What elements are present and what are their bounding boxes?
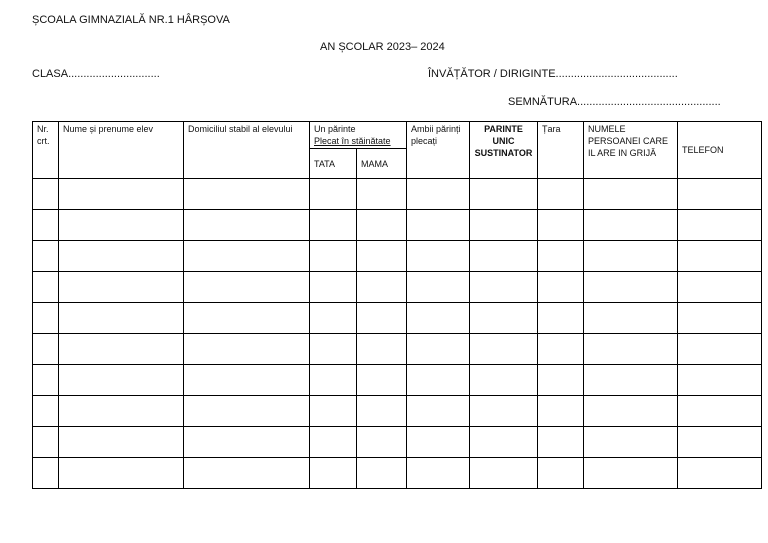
signature-field: SEMNĂTURA............................................... (508, 96, 721, 108)
table-row (33, 241, 762, 272)
students-table (32, 121, 762, 489)
header-un-parinte-label: Un părinte (314, 124, 356, 134)
table-cell[interactable] (678, 334, 762, 365)
table-cell[interactable] (59, 179, 184, 210)
table-cell[interactable] (357, 396, 407, 427)
table-cell[interactable] (470, 458, 538, 489)
table-cell[interactable] (184, 334, 310, 365)
table-cell[interactable] (310, 396, 357, 427)
table-cell[interactable] (538, 210, 584, 241)
table-cell[interactable] (584, 210, 678, 241)
table-cell[interactable] (584, 334, 678, 365)
table-cell[interactable] (357, 334, 407, 365)
table-cell[interactable] (538, 427, 584, 458)
header-plecat-strainatate: Plecat în stăinătate (314, 136, 391, 146)
table-cell[interactable] (678, 303, 762, 334)
table-cell[interactable] (184, 365, 310, 396)
table-cell[interactable] (310, 458, 357, 489)
table-cell[interactable] (470, 210, 538, 241)
table-cell[interactable] (407, 427, 470, 458)
table-cell[interactable] (357, 427, 407, 458)
table-cell[interactable] (33, 210, 59, 241)
table-cell[interactable] (407, 241, 470, 272)
table-cell[interactable] (584, 396, 678, 427)
table-cell[interactable] (59, 210, 184, 241)
table-cell[interactable] (184, 427, 310, 458)
header-domiciliu: Domiciliul stabil al elevului (184, 122, 310, 179)
table-cell[interactable] (33, 272, 59, 303)
table-cell[interactable] (59, 365, 184, 396)
table-cell[interactable] (678, 458, 762, 489)
school-name: ȘCOALA GIMNAZIALĂ NR.1 HÂRȘOVA (32, 14, 230, 26)
table-cell[interactable] (184, 272, 310, 303)
table-cell[interactable] (33, 179, 59, 210)
table-cell[interactable] (357, 241, 407, 272)
class-field: CLASA.............................. (32, 68, 160, 80)
table-cell[interactable] (59, 241, 184, 272)
table-cell[interactable] (59, 272, 184, 303)
table-cell[interactable] (184, 210, 310, 241)
table-cell[interactable] (33, 396, 59, 427)
table-row (33, 365, 762, 396)
table-row (33, 272, 762, 303)
table-cell[interactable] (310, 365, 357, 396)
table-cell[interactable] (538, 303, 584, 334)
students-table-body (33, 179, 762, 489)
table-cell[interactable] (470, 427, 538, 458)
table-cell[interactable] (678, 241, 762, 272)
table-cell[interactable] (470, 396, 538, 427)
table-cell[interactable] (184, 241, 310, 272)
table-cell[interactable] (310, 272, 357, 303)
header-tara: Țara (538, 122, 584, 179)
table-cell[interactable] (678, 272, 762, 303)
table-cell[interactable] (470, 179, 538, 210)
table-cell[interactable] (678, 396, 762, 427)
table-cell[interactable] (357, 179, 407, 210)
table-cell[interactable] (357, 365, 407, 396)
table-cell[interactable] (407, 179, 470, 210)
table-cell[interactable] (59, 427, 184, 458)
table-cell[interactable] (184, 458, 310, 489)
table-cell[interactable] (184, 396, 310, 427)
table-cell[interactable] (584, 365, 678, 396)
table-cell[interactable] (407, 334, 470, 365)
header-mama: MAMA (357, 149, 407, 179)
table-cell[interactable] (407, 365, 470, 396)
table-row (33, 303, 762, 334)
header-nume-elev: Nume și prenume elev (59, 122, 184, 179)
table-cell[interactable] (584, 303, 678, 334)
table-cell[interactable] (310, 334, 357, 365)
table-cell[interactable] (407, 458, 470, 489)
table-cell[interactable] (584, 272, 678, 303)
table-cell[interactable] (584, 458, 678, 489)
header-telefon: TELEFON (678, 122, 762, 179)
table-cell[interactable] (59, 334, 184, 365)
table-cell[interactable] (33, 334, 59, 365)
table-cell[interactable] (584, 241, 678, 272)
table-cell[interactable] (678, 179, 762, 210)
table-cell[interactable] (33, 427, 59, 458)
table-cell[interactable] (310, 179, 357, 210)
table-cell[interactable] (310, 427, 357, 458)
table-cell[interactable] (357, 303, 407, 334)
table-cell[interactable] (470, 365, 538, 396)
table-row (33, 458, 762, 489)
school-year: AN ȘCOLAR 2023– 2024 (320, 41, 445, 53)
table-cell[interactable] (470, 272, 538, 303)
table-cell[interactable] (538, 272, 584, 303)
table-cell[interactable] (407, 272, 470, 303)
table-cell[interactable] (33, 241, 59, 272)
table-cell[interactable] (310, 303, 357, 334)
header-ambii-parinti: Ambii părinți plecați (407, 122, 470, 179)
table-cell[interactable] (538, 179, 584, 210)
table-cell[interactable] (310, 241, 357, 272)
header-parinte-unic: PARINTE UNIC SUSTINATOR (470, 122, 538, 179)
table-cell[interactable] (184, 179, 310, 210)
table-cell[interactable] (538, 396, 584, 427)
table-cell[interactable] (59, 458, 184, 489)
table-cell[interactable] (470, 334, 538, 365)
table-cell[interactable] (357, 210, 407, 241)
table-cell[interactable] (538, 241, 584, 272)
table-cell[interactable] (33, 458, 59, 489)
table-cell[interactable] (584, 427, 678, 458)
table-row (33, 179, 762, 210)
table-cell[interactable] (538, 365, 584, 396)
table-cell[interactable] (407, 303, 470, 334)
header-tata: TATA (310, 149, 357, 179)
table-cell[interactable] (357, 272, 407, 303)
table-cell[interactable] (407, 210, 470, 241)
table-row (33, 210, 762, 241)
table-cell[interactable] (538, 458, 584, 489)
table-cell[interactable] (678, 210, 762, 241)
table-cell[interactable] (470, 303, 538, 334)
table-cell[interactable] (584, 179, 678, 210)
header-nr-crt: Nr. crt. (33, 122, 59, 179)
table-cell[interactable] (310, 210, 357, 241)
table-cell[interactable] (59, 303, 184, 334)
table-cell[interactable] (184, 303, 310, 334)
table-row (33, 334, 762, 365)
header-persoane-grija: NUMELE PERSOANEI CARE IL ARE IN GRIJĂ (584, 122, 678, 179)
table-cell[interactable] (33, 365, 59, 396)
table-row (33, 396, 762, 427)
table-cell[interactable] (59, 396, 184, 427)
table-cell[interactable] (538, 334, 584, 365)
header-un-parinte (310, 122, 407, 149)
table-cell[interactable] (357, 458, 407, 489)
table-row (33, 427, 762, 458)
table-cell[interactable] (470, 241, 538, 272)
table-cell[interactable] (678, 427, 762, 458)
teacher-field: ÎNVĂȚĂTOR / DIRIGINTE........................................ (428, 68, 678, 80)
table-cell[interactable] (33, 303, 59, 334)
table-cell[interactable] (678, 365, 762, 396)
table-cell[interactable] (407, 396, 470, 427)
